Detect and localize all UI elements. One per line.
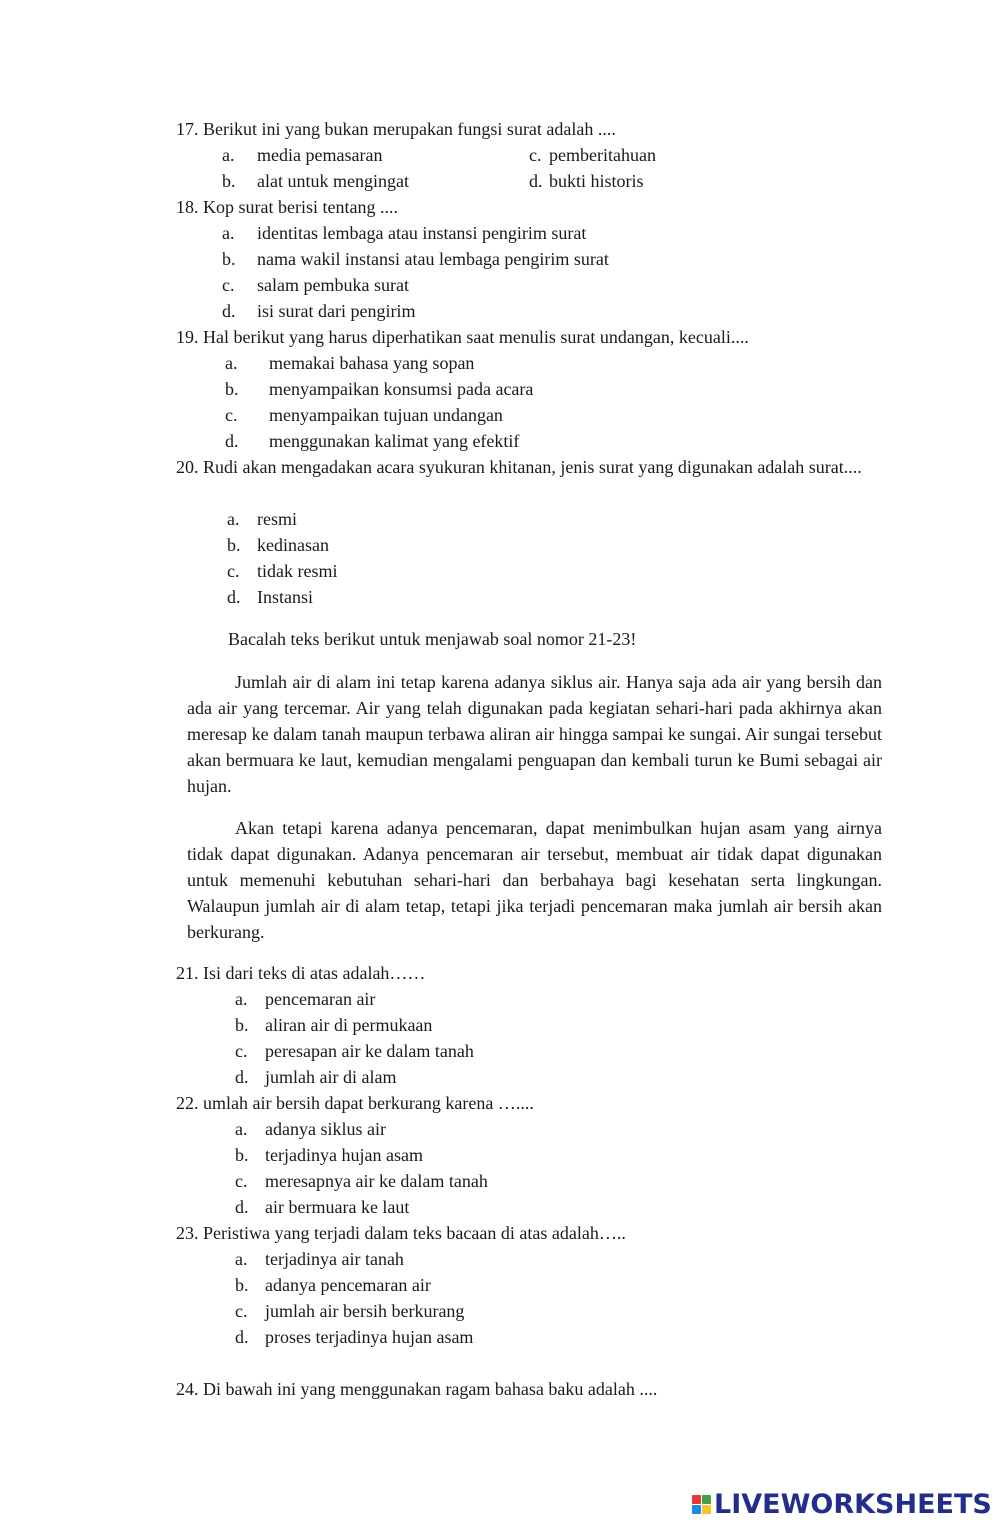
q23-option-c[interactable] <box>235 1298 464 1324</box>
q22-option-c[interactable] <box>235 1168 488 1194</box>
option-text: isi surat dari pengirim <box>257 301 416 321</box>
option-text: adanya siklus air <box>265 1119 386 1139</box>
q19-option-a[interactable] <box>225 350 474 376</box>
logo-square <box>692 1505 701 1514</box>
question-18: 18. Kop surat berisi tentang .... <box>176 197 398 217</box>
option-text: Instansi <box>257 587 313 607</box>
q19-option-d[interactable] <box>225 428 519 454</box>
q21-option-c[interactable] <box>235 1038 474 1064</box>
question-17: 17. Berikut ini yang bukan merupakan fungsi surat adalah .... <box>176 119 616 139</box>
option-text: peresapan air ke dalam tanah <box>265 1041 474 1061</box>
option-text: menyampaikan tujuan undangan <box>269 405 503 425</box>
q17-option-a[interactable] <box>222 142 382 168</box>
option-letter: b. <box>235 1015 249 1035</box>
question-22: 22. umlah air bersih dapat berkurang karena ….... <box>176 1093 534 1113</box>
q21-option-b[interactable] <box>235 1012 432 1038</box>
option-letter: b. <box>222 171 236 191</box>
option-text: alat untuk mengingat <box>257 171 409 191</box>
option-letter: b. <box>222 249 236 269</box>
q19-option-c[interactable] <box>225 402 503 428</box>
q20-option-c[interactable] <box>227 558 337 584</box>
option-letter: d. <box>225 431 239 451</box>
option-letter: d. <box>529 171 543 191</box>
option-letter: d. <box>222 301 236 321</box>
option-letter: c. <box>222 275 235 295</box>
logo-square <box>692 1495 701 1504</box>
option-letter: c. <box>235 1171 248 1191</box>
option-text: resmi <box>257 509 297 529</box>
q17-option-d[interactable] <box>529 168 644 194</box>
option-letter: d. <box>235 1197 249 1217</box>
option-letter: b. <box>235 1145 249 1165</box>
q21-option-a[interactable] <box>235 986 375 1012</box>
option-text: menyampaikan konsumsi pada acara <box>269 379 534 399</box>
option-letter: a. <box>225 353 238 373</box>
option-text: terjadinya air tanah <box>265 1249 404 1269</box>
q19-option-b[interactable] <box>225 376 533 402</box>
option-letter: c. <box>227 561 240 581</box>
q23-option-b[interactable] <box>235 1272 431 1298</box>
option-text: identitas lembaga atau instansi pengirim surat <box>257 223 587 243</box>
q20-option-d[interactable] <box>227 584 313 610</box>
option-text: menggunakan kalimat yang efektif <box>269 431 520 451</box>
option-letter: b. <box>225 379 239 399</box>
option-text: adanya pencemaran air <box>265 1275 431 1295</box>
option-letter: d. <box>227 587 241 607</box>
option-text: kedinasan <box>257 535 329 555</box>
option-letter: a. <box>222 145 235 165</box>
q23-option-d[interactable] <box>235 1324 473 1350</box>
q20-option-b[interactable] <box>227 532 329 558</box>
option-letter: b. <box>235 1275 249 1295</box>
option-letter: c. <box>235 1301 248 1321</box>
question-21: 21. Isi dari teks di atas adalah…… <box>176 963 426 983</box>
option-text: aliran air di permukaan <box>265 1015 433 1035</box>
liveworksheets-logo-text: LIVEWORKSHEETS <box>714 1488 992 1520</box>
option-letter: a. <box>227 509 240 529</box>
logo-square <box>702 1495 711 1504</box>
q17-option-b[interactable] <box>222 168 409 194</box>
question-23: 23. Peristiwa yang terjadi dalam teks bacaan di atas adalah….. <box>176 1223 626 1243</box>
q18-option-d[interactable] <box>222 298 415 324</box>
option-letter: a. <box>235 1119 248 1139</box>
question-24: 24. Di bawah ini yang menggunakan ragam bahasa baku adalah .... <box>176 1379 658 1399</box>
option-letter: a. <box>222 223 235 243</box>
liveworksheets-logo-icon <box>692 1495 711 1514</box>
option-text: media pemasaran <box>257 145 383 165</box>
option-text: jumlah air bersih berkurang <box>265 1301 465 1321</box>
option-letter: c. <box>225 405 238 425</box>
passage-paragraph-2: Akan tetapi karena adanya pencemaran, dapat menimbulkan hujan asam yang airnya tidak dapat digunakan. Adanya pencemaran air tersebut, membuat air tidak dapat digunakan untuk memenuhi kebutuhan sehari-hari dan berbahaya bagi kesehatan serta lingkungan. Walaupun jumlah air di alam tetap, tetapi jika terjadi pencemaran maka jumlah air bersih akan berkurang. <box>187 818 882 942</box>
q22-option-a[interactable] <box>235 1116 386 1142</box>
option-text: memakai bahasa yang sopan <box>269 353 475 373</box>
option-letter: b. <box>227 535 241 555</box>
option-text: tidak resmi <box>257 561 338 581</box>
option-text: jumlah air di alam <box>265 1067 397 1087</box>
q22-option-b[interactable] <box>235 1142 423 1168</box>
q18-option-a[interactable] <box>222 220 586 246</box>
option-letter: c. <box>235 1041 248 1061</box>
liveworksheets-logo[interactable] <box>692 1488 992 1520</box>
option-text: salam pembuka surat <box>257 275 409 295</box>
option-letter: a. <box>235 1249 248 1269</box>
q18-option-b[interactable] <box>222 246 609 272</box>
q23-option-a[interactable] <box>235 1246 404 1272</box>
option-text: bukti historis <box>549 171 644 191</box>
q22-option-d[interactable] <box>235 1194 409 1220</box>
passage-paragraph-1: Jumlah air di alam ini tetap karena adanya siklus air. Hanya saja ada air yang bersih dan ada air yang tercemar. Air yang telah digunakan pada kegiatan sehari-hari pada akhirnya akan meresap ke dalam tanah maupun terbawa aliran air hingga sampai ke sungai. Air sungai tersebut akan bermuara ke laut, kemudian mengalami penguapan dan kembali turun ke Bumi sebagai air hujan. <box>187 672 882 796</box>
option-text: nama wakil instansi atau lembaga pengirim surat <box>257 249 609 269</box>
q17-option-c[interactable] <box>529 142 656 168</box>
option-text: pemberitahuan <box>549 145 656 165</box>
option-letter: d. <box>235 1067 249 1087</box>
option-letter: a. <box>235 989 248 1009</box>
option-text: terjadinya hujan asam <box>265 1145 423 1165</box>
reading-instruction: Bacalah teks berikut untuk menjawab soal nomor 21-23! <box>228 629 637 649</box>
option-letter: c. <box>529 145 542 165</box>
option-text: proses terjadinya hujan asam <box>265 1327 474 1347</box>
q21-option-d[interactable] <box>235 1064 396 1090</box>
question-19: 19. Hal berikut yang harus diperhatikan saat menulis surat undangan, kecuali.... <box>176 327 749 347</box>
q18-option-c[interactable] <box>222 272 409 298</box>
question-20-text: 20. Rudi akan mengadakan acara syukuran khitanan, jenis surat yang digunakan adalah surat.... <box>176 457 862 477</box>
logo-square <box>702 1505 711 1514</box>
option-text: pencemaran air <box>265 989 376 1009</box>
option-text: meresapnya air ke dalam tanah <box>265 1171 488 1191</box>
q20-option-a[interactable] <box>227 506 297 532</box>
option-letter: d. <box>235 1327 249 1347</box>
question-20 <box>176 454 882 480</box>
option-text: air bermuara ke laut <box>265 1197 410 1217</box>
